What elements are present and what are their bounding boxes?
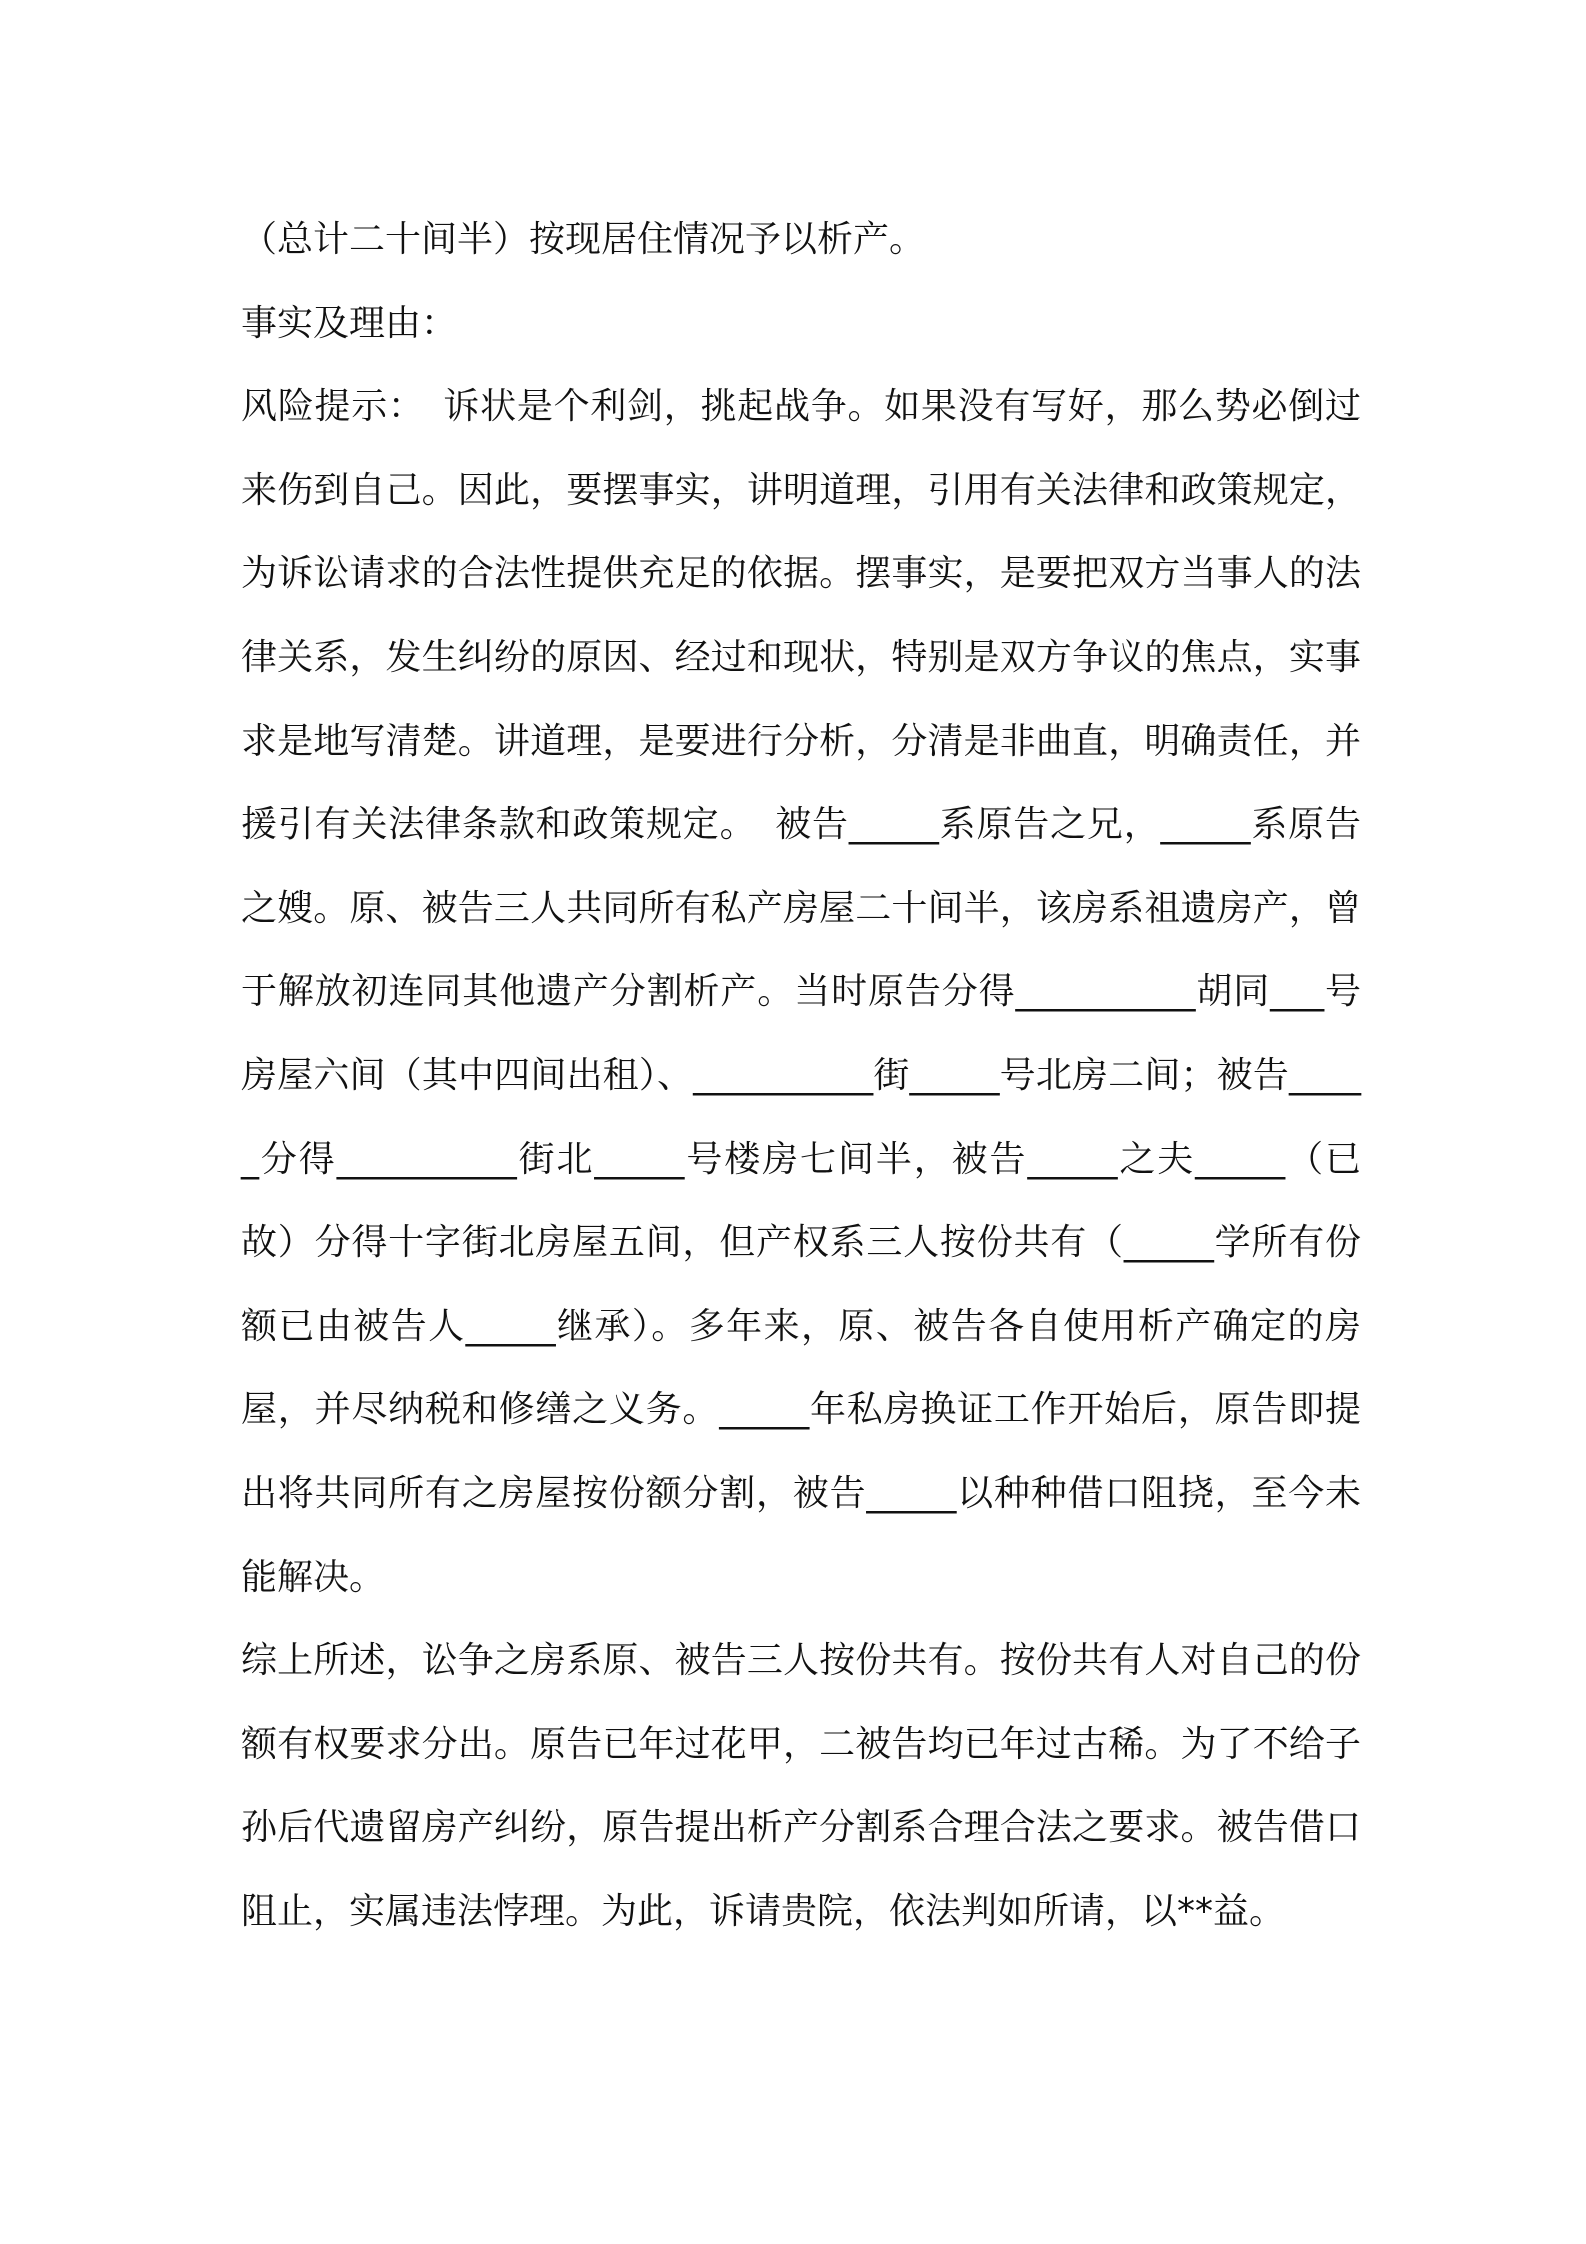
paragraph-conclusion: 综上所述，讼争之房系原、被告三人按份共有。按份共有人对自己的份额有权要求分出。原告已年过花甲，二被告均已年过古稀。为了不给子孙后代遗留房产纠纷，原告提出析产分割系合理合法之要求。被告借口阻止，实属违法悖理。为此，诉请贵院，依法判如所请，以**益。	[241, 1640, 1361, 1932]
paragraph-partition-note: （总计二十间半）按现居住情况予以析产。	[241, 219, 926, 260]
paragraph-risk-warning-and-facts: 风险提示： 诉状是个利剑，挑起战争。如果没有写好，那么势必倒过来伤到自己。因此，要摆事实，讲明道理，引用有关法律和政策规定，为诉讼请求的合法性提供充足的依据。摆事实，是要把双方当事人的法律关系，发生纠纷的原因、经过和现状，特别是双方争议的焦点，实事求是地写清楚。讲道理，是要进行分析，分清是非曲直，明确责任，并援引有关法律条款和政策规定。 被告_____系原告之兄，_____系原告之嫂。原、被告三人共同所有私产房屋二十间半，该房系祖遗房产，曾于解放初连同其他遗产分割析产。当时原告分得__________胡同___号房屋六间（其中四间出租）、__________街_____号北房二间；被告_____分得__________街北_____号楼房七间半，被告_____之夫_____（已故）分得十字街北房屋五间，但产权系三人按份共有（_____学所有份额已由被告人_____继承）。多年来，原、被告各自使用析产确定的房屋，并尽纳税和修缮之义务。_____年私房换证工作开始后，原告即提出将共同所有之房屋按份额分割，被告_____以种种借口阻挠，至今未能解决。	[241, 386, 1361, 1598]
heading-facts-and-reasons: 事实及理由：	[241, 302, 458, 344]
document-body	[241, 198, 1361, 1953]
